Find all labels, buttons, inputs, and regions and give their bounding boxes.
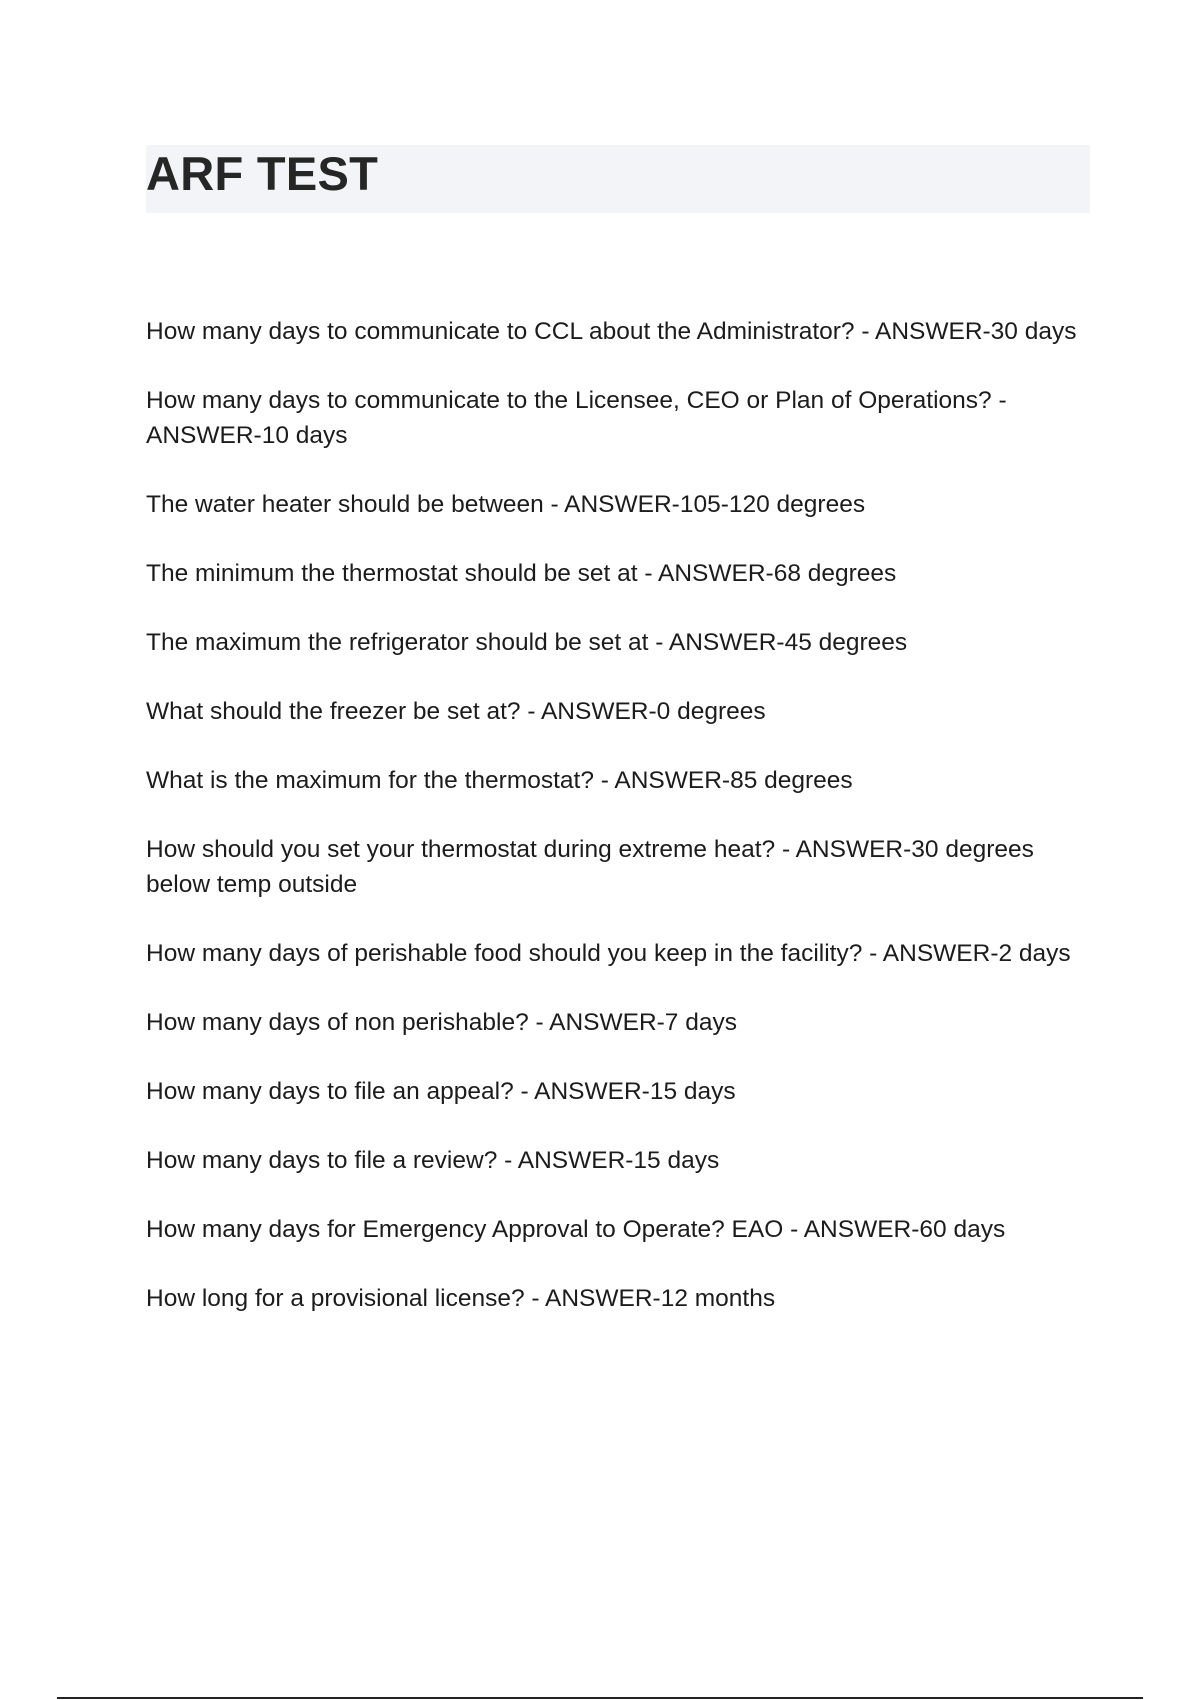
qa-item: The minimum the thermostat should be set at - ANSWER-68 degrees — [146, 560, 897, 587]
qa-item: The water heater should be between - ANSWER-105-120 degrees — [146, 491, 866, 518]
footer-divider — [57, 1697, 1143, 1699]
qa-item: How many days of non perishable? - ANSWER-7 days — [146, 1009, 737, 1036]
qa-item: How should you set your thermostat during extreme heat? - ANSWER-30 degrees below temp outside — [146, 836, 1034, 898]
qa-item: The maximum the refrigerator should be set at - ANSWER-45 degrees — [146, 629, 908, 656]
qa-item: How many days to file an appeal? - ANSWER-15 days — [146, 1078, 736, 1105]
qa-item: How many days to communicate to CCL about the Administrator? - ANSWER-30 days — [146, 318, 1077, 345]
qa-item: How many days to file a review? - ANSWER-15 days — [146, 1147, 720, 1174]
qa-item: What is the maximum for the thermostat? - ANSWER-85 degrees — [146, 767, 853, 794]
qa-item: How many days of perishable food should you keep in the facility? - ANSWER-2 days — [146, 940, 1071, 967]
question-answer-list — [146, 314, 1096, 1350]
qa-item: How long for a provisional license? - ANSWER-12 months — [146, 1285, 776, 1312]
qa-item: How many days to communicate to the Licensee, CEO or Plan of Operations? - ANSWER-10 days — [146, 387, 1007, 449]
page-title: ARF TEST — [146, 147, 379, 200]
qa-item: What should the freezer be set at? - ANSWER-0 degrees — [146, 698, 766, 725]
qa-item: How many days for Emergency Approval to Operate? EAO - ANSWER-60 days — [146, 1216, 1006, 1243]
